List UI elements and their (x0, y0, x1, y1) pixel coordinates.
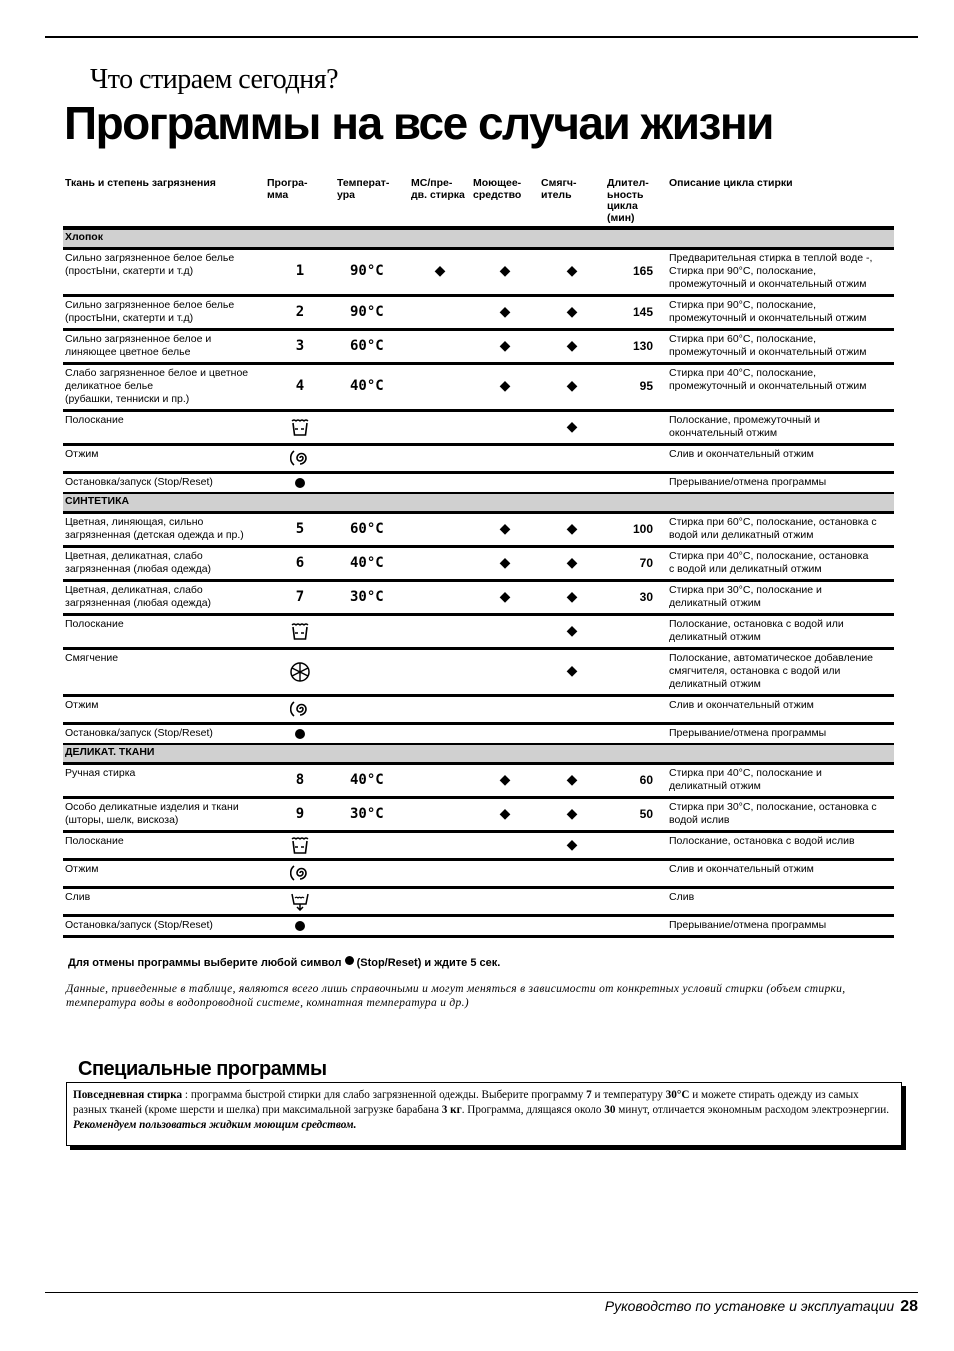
checked-diamond-icon: ◆ (499, 377, 511, 393)
softener-cell (539, 445, 605, 473)
description-cell: Прерывание/отмена программы (667, 724, 894, 745)
checked-diamond-icon: ◆ (566, 804, 578, 821)
fabric-cell: Цветная, деликатная, слабо загрязненная (любая одежда) (63, 547, 265, 581)
stop-icon (345, 956, 354, 965)
table-row (63, 798, 894, 832)
table-row (63, 249, 894, 296)
checked-diamond-icon: ◆ (566, 519, 578, 536)
fabric-cell: Отжим (63, 445, 265, 473)
fabric-cell: Цветная, линяющая, сильно загрязненная (детская одежда и пр.) (63, 513, 265, 547)
temperature-cell (335, 411, 409, 445)
detergent-cell (471, 888, 539, 916)
detergent-cell (471, 581, 539, 615)
description-cell: Стирка при 30°C, полоскание, остановка с водой ислив (667, 798, 894, 832)
fabric-cell: Цветная, деликатная, слабо загрязненная (любая одежда) (63, 581, 265, 615)
detergent-cell (471, 860, 539, 888)
fabric-cell: Остановка/запуск (Stop/Reset) (63, 916, 265, 937)
top-rule (45, 36, 918, 38)
softener-icon (267, 661, 333, 683)
fabric-cell: Сильно загрязненное белое и линяющее цветное белье (63, 330, 265, 364)
detergent-cell (471, 724, 539, 745)
fabric-cell: Полоскание (63, 411, 265, 445)
description-cell: Слив и окончательный отжим (667, 696, 894, 724)
program-number: 9 (265, 798, 335, 832)
duration-cell (605, 445, 667, 473)
duration-cell (605, 888, 667, 916)
duration-cell: 70 (605, 547, 667, 581)
temperature-cell (335, 445, 409, 473)
table-row (63, 696, 894, 724)
prewash-cell (409, 649, 471, 696)
table-row (63, 916, 894, 937)
duration-cell (605, 615, 667, 649)
drain-icon (267, 891, 333, 911)
softener-cell (539, 916, 605, 937)
prewash-cell (409, 547, 471, 581)
program-number: 7 (265, 581, 335, 615)
duration-cell (605, 473, 667, 494)
program-number: 8 (265, 764, 335, 798)
description-cell: Стирка при 60°C, полоскание, остановка с водой или деликатный отжим (667, 513, 894, 547)
table-row (63, 649, 894, 696)
temperature-cell (335, 860, 409, 888)
description-cell: Стирка при 30°C, полоскание и деликатный отжим (667, 581, 894, 615)
checked-diamond-icon: ◆ (566, 621, 578, 638)
table-row (63, 615, 894, 649)
special-name: Повседневная стирка (73, 1089, 183, 1101)
special-advice: Рекомендуем пользоваться жидким моющим средством. (73, 1119, 357, 1131)
description-cell: Полоскание, промежуточный и окончательный отжим (667, 411, 894, 445)
prewash-cell (409, 249, 471, 296)
detergent-cell (471, 615, 539, 649)
duration-cell (605, 696, 667, 724)
duration-cell: 145 (605, 296, 667, 330)
program-number: 5 (265, 513, 335, 547)
detergent-cell (471, 364, 539, 411)
softener-cell (539, 615, 605, 649)
softener-cell (539, 724, 605, 745)
fabric-cell: Сильно загрязненное белое белье (простЫни, скатерти и т.д) (63, 296, 265, 330)
temperature-cell: 90°C (335, 296, 409, 330)
softener-symbol-cell (265, 649, 335, 696)
stop-icon (267, 728, 333, 740)
rinse-icon (267, 621, 333, 641)
description-cell: Предварительная стирка в теплой воде -, Стирка при 90°C, полоскание, промежуточный и окончательный отжим (667, 249, 894, 296)
checked-diamond-icon: ◆ (499, 770, 511, 787)
table-row (63, 724, 894, 745)
detergent-cell (471, 249, 539, 296)
spin-symbol-cell (265, 696, 335, 724)
softener-cell (539, 249, 605, 296)
programs-table (63, 178, 894, 938)
special-text: минут, отличается экономным расходом электроэнергии. (615, 1104, 890, 1116)
description-cell: Стирка при 40°C, полоскание, промежуточный и окончательный отжим (667, 364, 894, 411)
fabric-cell: Полоскание (63, 615, 265, 649)
special-text: . Программа, длящаяся около (461, 1104, 605, 1116)
description-cell: Полоскание, остановка с водой ислив (667, 832, 894, 860)
prewash-cell (409, 615, 471, 649)
page-subtitle: Что стираем сегодня? (90, 64, 339, 95)
checked-diamond-icon: ◆ (566, 262, 578, 278)
special-program: 7 (586, 1089, 592, 1101)
fabric-cell: Смягчение (63, 649, 265, 696)
prewash-cell (409, 832, 471, 860)
special-temp: 30°C (665, 1089, 690, 1101)
fabric-cell: Ручная стирка (63, 764, 265, 798)
table-row (63, 832, 894, 860)
prewash-cell (409, 296, 471, 330)
cancel-note (68, 956, 894, 970)
duration-cell (605, 860, 667, 888)
checked-diamond-icon: ◆ (499, 262, 511, 278)
table-row (63, 411, 894, 445)
program-number: 4 (265, 364, 335, 411)
description-cell: Стирка при 90°C, полоскание, промежуточный и окончательный отжим (667, 296, 894, 330)
temperature-cell (335, 832, 409, 860)
detergent-cell (471, 649, 539, 696)
softener-cell (539, 860, 605, 888)
stop-symbol-cell (265, 473, 335, 494)
temperature-cell: 40°C (335, 764, 409, 798)
prewash-cell (409, 860, 471, 888)
temperature-cell (335, 649, 409, 696)
section-header (63, 744, 894, 764)
detergent-cell (471, 798, 539, 832)
temperature-cell (335, 888, 409, 916)
softener-cell (539, 411, 605, 445)
checked-diamond-icon: ◆ (499, 804, 511, 821)
detergent-cell (471, 696, 539, 724)
checked-diamond-icon: ◆ (566, 587, 578, 604)
description-cell: Прерывание/отмена программы (667, 473, 894, 494)
temperature-cell: 30°C (335, 581, 409, 615)
rinse-symbol-cell (265, 615, 335, 649)
description-cell: Слив и окончательный отжим (667, 860, 894, 888)
duration-cell: 100 (605, 513, 667, 547)
duration-cell (605, 411, 667, 445)
duration-cell: 30 (605, 581, 667, 615)
special-heading: Специальные программы (78, 1058, 327, 1080)
temperature-cell (335, 916, 409, 937)
prewash-cell (409, 473, 471, 494)
duration-cell (605, 832, 667, 860)
detergent-cell (471, 411, 539, 445)
checked-diamond-icon: ◆ (499, 519, 511, 536)
stop-icon (267, 920, 333, 932)
section-label: СИНТЕТИКА (63, 493, 894, 513)
checked-diamond-icon: ◆ (499, 587, 511, 604)
fabric-cell: Отжим (63, 860, 265, 888)
detergent-cell (471, 473, 539, 494)
duration-cell: 130 (605, 330, 667, 364)
spin-icon (267, 448, 333, 468)
description-cell: Слив (667, 888, 894, 916)
column-header-description: Описание цикла стирки (667, 178, 894, 228)
rinse-icon (267, 417, 333, 437)
temperature-cell (335, 696, 409, 724)
temperature-cell: 30°C (335, 798, 409, 832)
checked-diamond-icon: ◆ (566, 662, 578, 678)
softener-cell (539, 764, 605, 798)
checked-diamond-icon: ◆ (566, 302, 578, 319)
special-load: 3 кг (441, 1104, 462, 1116)
page-number: 28 (900, 1298, 918, 1315)
prewash-cell (409, 411, 471, 445)
page-title: Программы на все случаи жизни (64, 97, 773, 149)
column-header-prewash: МС/пре- дв. стирка (409, 178, 471, 228)
softener-cell (539, 364, 605, 411)
stop-symbol-cell (265, 916, 335, 937)
program-number: 3 (265, 330, 335, 364)
program-number: 1 (265, 249, 335, 296)
temperature-cell: 90°C (335, 249, 409, 296)
softener-cell (539, 296, 605, 330)
duration-cell: 60 (605, 764, 667, 798)
softener-cell (539, 547, 605, 581)
spin-symbol-cell (265, 445, 335, 473)
checked-diamond-icon: ◆ (434, 262, 446, 278)
stop-icon (267, 477, 333, 489)
detergent-cell (471, 764, 539, 798)
checked-diamond-icon: ◆ (566, 770, 578, 787)
detergent-cell (471, 547, 539, 581)
program-number: 6 (265, 547, 335, 581)
softener-cell (539, 330, 605, 364)
checked-diamond-icon: ◆ (566, 553, 578, 570)
table-row (63, 330, 894, 364)
softener-cell (539, 696, 605, 724)
spin-symbol-cell (265, 860, 335, 888)
table-header (63, 178, 894, 228)
column-header-program: Програ- мма (265, 178, 335, 228)
prewash-cell (409, 445, 471, 473)
footer (605, 1298, 918, 1316)
detergent-cell (471, 916, 539, 937)
description-cell: Стирка при 40°C, полоскание и деликатный отжим (667, 764, 894, 798)
prewash-cell (409, 513, 471, 547)
temperature-cell: 40°C (335, 364, 409, 411)
checked-diamond-icon: ◆ (566, 835, 578, 852)
checked-diamond-icon: ◆ (566, 417, 578, 434)
duration-cell: 165 (605, 249, 667, 296)
special-text: и можете стирать одежду из самых разных тканей (кроме шерсти и шелка) при максимальной загрузке барабана (73, 1089, 859, 1116)
table-row (63, 296, 894, 330)
temperature-cell: 40°C (335, 547, 409, 581)
disclaimer: Данные, приведенные в таблице, являются всего лишь справочными и могут меняться в зависимости от конкретных условий стирки (объем стирки, температура воды в водопроводной системе, комнатная температура и др.) (66, 983, 846, 1009)
fabric-cell: Особо деликатные изделия и ткани (шторы, шелк, вискоза) (63, 798, 265, 832)
column-header-temperature: Температ- ура (335, 178, 409, 228)
special-box (66, 1082, 902, 1146)
detergent-cell (471, 445, 539, 473)
duration-cell: 95 (605, 364, 667, 411)
section-label: ДЕЛИКАТ. ТКАНИ (63, 744, 894, 764)
prewash-cell (409, 798, 471, 832)
detergent-cell (471, 330, 539, 364)
description-cell: Стирка при 40°C, полоскание, остановка с водой или деликатный отжим (667, 547, 894, 581)
prewash-cell (409, 364, 471, 411)
column-header-duration: Длител- ьность цикла (мин) (605, 178, 667, 228)
rinse-symbol-cell (265, 832, 335, 860)
spin-icon (267, 699, 333, 719)
table-row (63, 473, 894, 494)
program-number: 2 (265, 296, 335, 330)
footer-text: Руководство по установке и эксплуатации (604, 1298, 895, 1314)
softener-cell (539, 649, 605, 696)
column-header-detergent: Моющее- средство (471, 178, 539, 228)
section-label: Хлопок (63, 228, 894, 249)
detergent-cell (471, 832, 539, 860)
description-cell: Стирка при 60°C, полоскание, промежуточный и окончательный отжим (667, 330, 894, 364)
temperature-cell (335, 473, 409, 494)
checked-diamond-icon: ◆ (566, 377, 578, 393)
description-cell: Слив и окончательный отжим (667, 445, 894, 473)
duration-cell (605, 724, 667, 745)
section-header (63, 228, 894, 249)
table-row (63, 364, 894, 411)
fabric-cell: Слив (63, 888, 265, 916)
note-text-2: (Stop/Reset) и ждите 5 сек. (356, 957, 501, 969)
temperature-cell: 60°C (335, 513, 409, 547)
note-text: Для отмены программы выберите любой символ (68, 957, 342, 969)
fabric-cell: Слабо загрязненное белое и цветное деликатное белье (рубашки, тенниски и пр.) (63, 364, 265, 411)
table-row (63, 513, 894, 547)
checked-diamond-icon: ◆ (499, 302, 511, 319)
prewash-cell (409, 696, 471, 724)
table-row (63, 764, 894, 798)
rinse-symbol-cell (265, 411, 335, 445)
temperature-cell: 60°C (335, 330, 409, 364)
special-minutes: 30 (604, 1104, 616, 1116)
bottom-rule (45, 1292, 918, 1293)
rinse-icon (267, 835, 333, 855)
prewash-cell (409, 888, 471, 916)
detergent-cell (471, 296, 539, 330)
spin-icon (267, 863, 333, 883)
fabric-cell: Отжим (63, 696, 265, 724)
description-cell: Полоскание, автоматическое добавление смягчителя, остановка с водой или деликатный отжим (667, 649, 894, 696)
checked-diamond-icon: ◆ (499, 553, 511, 570)
table-row (63, 860, 894, 888)
prewash-cell (409, 724, 471, 745)
table-row (63, 581, 894, 615)
detergent-cell (471, 513, 539, 547)
softener-cell (539, 581, 605, 615)
fabric-cell: Сильно загрязненное белое белье (простЫни, скатерти и т.д) (63, 249, 265, 296)
softener-cell (539, 798, 605, 832)
table-row (63, 888, 894, 916)
duration-cell (605, 649, 667, 696)
checked-diamond-icon: ◆ (499, 336, 511, 353)
table-row (63, 445, 894, 473)
softener-cell (539, 473, 605, 494)
fabric-cell: Остановка/запуск (Stop/Reset) (63, 724, 265, 745)
stop-symbol-cell (265, 724, 335, 745)
column-header-fabric: Ткань и степень загрязнения (63, 178, 265, 228)
prewash-cell (409, 764, 471, 798)
description-cell: Полоскание, остановка с водой или деликатный отжим (667, 615, 894, 649)
special-text: и температуру (591, 1089, 666, 1101)
temperature-cell (335, 724, 409, 745)
prewash-cell (409, 581, 471, 615)
duration-cell (605, 916, 667, 937)
section-header (63, 493, 894, 513)
softener-cell (539, 832, 605, 860)
table-row (63, 547, 894, 581)
column-header-softener: Смягч- итель (539, 178, 605, 228)
softener-cell (539, 888, 605, 916)
prewash-cell (409, 330, 471, 364)
temperature-cell (335, 615, 409, 649)
softener-cell (539, 513, 605, 547)
special-text: : программа быстрой стирки для слабо загрязненной одежды. Выберите программу (182, 1089, 587, 1101)
checked-diamond-icon: ◆ (566, 336, 578, 353)
drain-symbol-cell (265, 888, 335, 916)
prewash-cell (409, 916, 471, 937)
content-flow (63, 178, 894, 1146)
duration-cell: 50 (605, 798, 667, 832)
description-cell: Прерывание/отмена программы (667, 916, 894, 937)
fabric-cell: Полоскание (63, 832, 265, 860)
fabric-cell: Остановка/запуск (Stop/Reset) (63, 473, 265, 494)
